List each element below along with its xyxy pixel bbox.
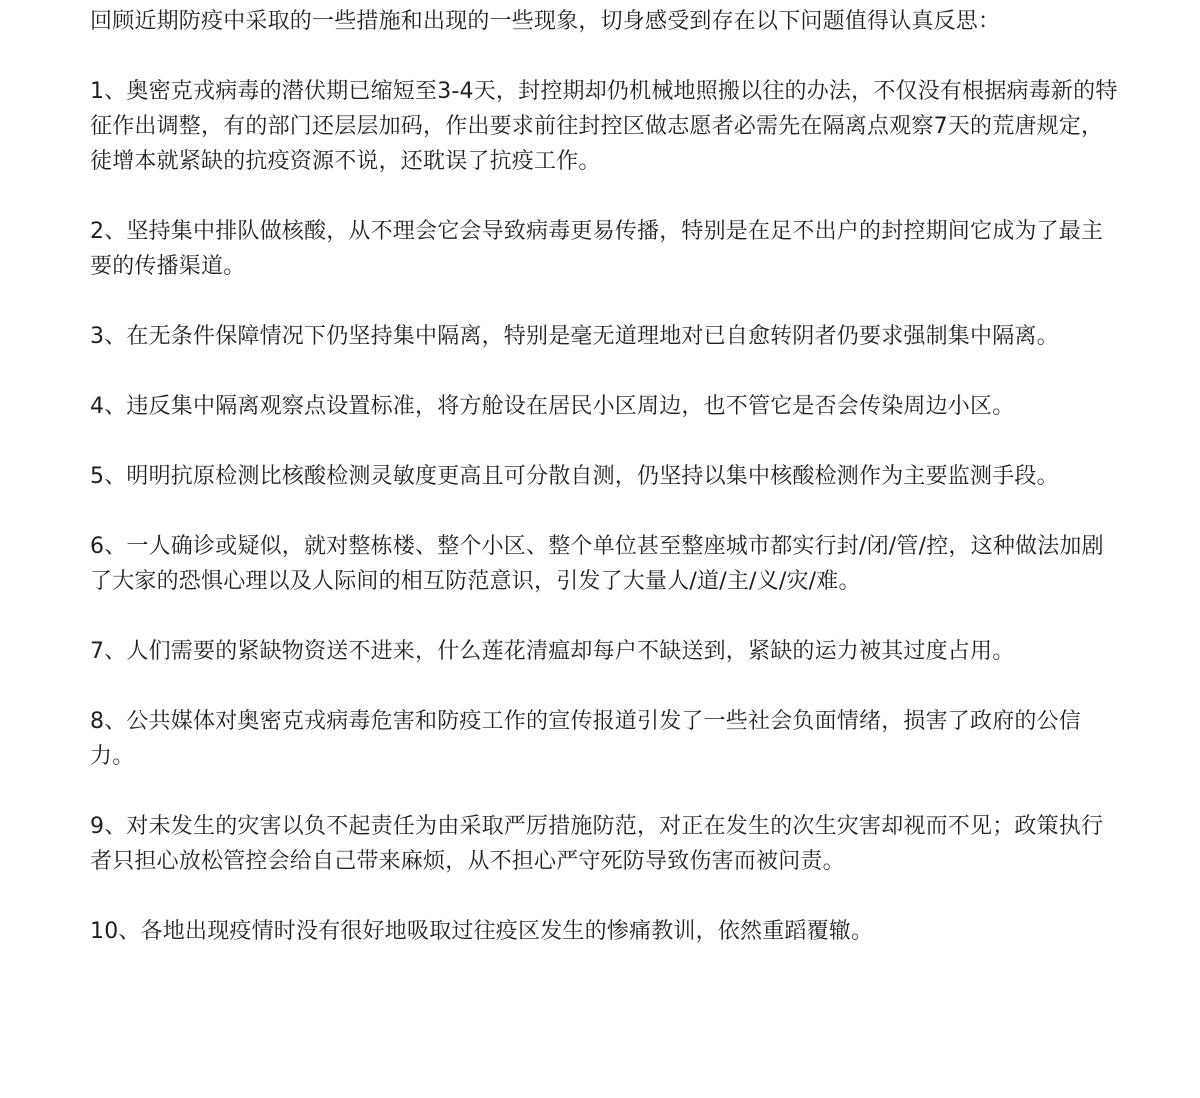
list-item-8: 8、公共媒体对奥密克戎病毒危害和防疫工作的宣传报道引发了一些社会负面情绪，损害了政府的公信力。 [90,709,1082,769]
intro-paragraph: 回顾近期防疫中采取的一些措施和出现的一些现象，切身感受到存在以下问题值得认真反思： [90,9,1001,34]
list-item-4: 4、违反集中隔离观察点设置标准，将方舱设在居民小区周边，也不管它是否会传染周边小区。 [90,394,1015,419]
list-item-10: 10、各地出现疫情时没有很好地吸取过往疫区发生的惨痛教训，依然重蹈覆辙。 [90,919,874,944]
list-item-3: 3、在无条件保障情况下仍坚持集中隔离，特别是毫无道理地对已自愈转阴者仍要求强制集中隔离。 [90,324,1059,349]
list-item-2: 2、坚持集中排队做核酸，从不理会它会导致病毒更易传播，特别是在足不出户的封控期间它成为了最主要的传播渠道。 [90,219,1104,279]
list-item-6: 6、一人确诊或疑似，就对整栋楼、整个小区、整个单位甚至整座城市都实行封/闭/管/控，这种做法加剧了大家的恐惧心理以及人际间的相互防范意识，引发了大量人/道/主/义/灾/难。 [90,534,1104,594]
list-item-7: 7、人们需要的紧缺物资送不进来，什么莲花清瘟却每户不缺送到，紧缺的运力被其过度占用。 [90,639,1015,664]
list-item-1: 1、奥密克戎病毒的潜伏期已缩短至3-4天，封控期却仍机械地照搬以往的办法，不仅没有根据病毒新的特征作出调整，有的部门还层层加码，作出要求前往封控区做志愿者必需先在隔离点观察7天的荒唐规定，徒增本就紧缺的抗疫资源不说，还耽误了抗疫工作。 [90,79,1118,174]
list-item-9: 9、对未发生的灾害以负不起责任为由采取严厉措施防范，对正在发生的次生灾害却视而不见；政策执行者只担心放松管控会给自己带来麻烦，从不担心严守死防导致伤害而被问责。 [90,814,1104,874]
list-item-5: 5、明明抗原检测比核酸检测灵敏度更高且可分散自测，仍坚持以集中核酸检测作为主要监测手段。 [90,464,1059,489]
